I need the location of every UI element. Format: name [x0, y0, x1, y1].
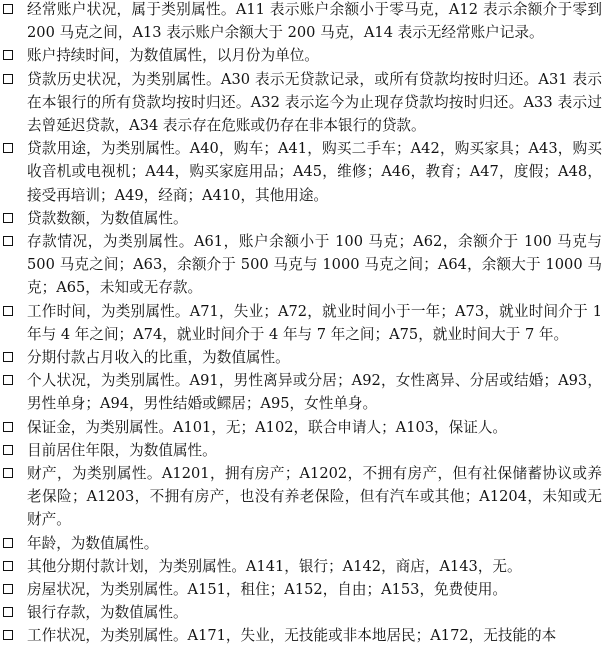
list-item: [0, 578, 606, 601]
checkbox-bullet-icon: [3, 422, 13, 432]
item-text: 账户持续时间，为数值属性，以月份为单位。: [27, 47, 319, 65]
item-text: 年龄，为数值属性。: [27, 534, 159, 552]
item-text: 其他分期付款计划，为类别属性。A141，银行；A142，商店，A143，无。: [27, 557, 522, 575]
item-text: 工作状况，为类别属性。A171，失业，无技能或非本地居民；A172，无技能的本: [27, 627, 557, 645]
list-item: [0, 207, 606, 230]
item-text: 银行存款，为数值属性。: [27, 604, 188, 622]
checkbox-bullet-icon: [3, 468, 13, 478]
list-item: [0, 230, 606, 300]
item-text: 工作时间，为类别属性。A71，失业；A72，就业时间小于一年；A73，就业时间介于 1 年与 4 年之间；A74，就业时间介于 4 年与 7 年之间；A75，就业时间大于 7 年。: [27, 302, 602, 343]
checkbox-bullet-icon: [3, 584, 13, 594]
list-item: [0, 300, 606, 346]
list-item: [0, 555, 606, 578]
checkbox-bullet-icon: [3, 445, 13, 455]
list-item: [0, 416, 606, 439]
checkbox-bullet-icon: [3, 50, 13, 60]
list-item: [0, 44, 606, 67]
list-item: [0, 624, 606, 647]
item-text: 经常账户状况，属于类别属性。A11 表示账户余额小于零马克，A12 表示余额介于零到 200 马克之间，A13 表示账户余额大于 200 马克，A14 表示无经常账户记录。: [27, 1, 602, 42]
checkbox-bullet-icon: [3, 607, 13, 617]
item-text: 贷款用途，为类别属性。A40，购车；A41，购买二手车；A42，购买家具；A43，购买收音机或电视机；A44，购买家庭用品；A45，维修；A46，教育；A47，度假；A48，接受再培训；A49，经商；A410，其他用途。: [27, 140, 602, 204]
checkbox-bullet-icon: [3, 352, 13, 362]
checkbox-bullet-icon: [3, 213, 13, 223]
checkbox-bullet-icon: [3, 236, 13, 246]
list-item: [0, 137, 606, 207]
checkbox-bullet-icon: [3, 143, 13, 153]
list-item: [0, 439, 606, 462]
list-item: [0, 462, 606, 532]
checkbox-bullet-icon: [3, 74, 13, 84]
list-item: [0, 346, 606, 369]
checkbox-bullet-icon: [3, 4, 13, 14]
item-text: 贷款历史状况，为类别属性。A30 表示无贷款记录，或所有贷款均按时归还。A31 表示在本银行的所有贷款均按时归还。A32 表示迄今为止现存贷款均按时归还。A33 表示过去曾延迟贷款，A34 表示存在危账或仍存在非本银行的贷款。: [27, 70, 602, 135]
item-text: 保证金，为类别属性。A101，无；A102，联合申请人；A103，保证人。: [27, 418, 508, 436]
item-text: 目前居住年限，为数值属性。: [27, 441, 217, 459]
item-text: 房屋状况，为类别属性。A151，租住；A152，自由；A153，免费使用。: [27, 581, 508, 599]
list-item: [0, 369, 606, 415]
list-item: [0, 601, 606, 624]
list-item: [0, 0, 606, 44]
item-text: 个人状况，为类别属性。A91，男性离异或分居；A92，女性离异、分居或结婚；A93，男性单身；A94，男性结婚或鳏居；A95，女性单身。: [27, 372, 602, 413]
checkbox-bullet-icon: [3, 375, 13, 385]
list-item: [0, 68, 606, 138]
checkbox-bullet-icon: [3, 630, 13, 640]
checkbox-bullet-icon: [3, 561, 13, 571]
item-text: 存款情况，为类别属性。A61，账户余额小于 100 马克；A62，余额介于 100 马克与 500 马克之间；A63，余额介于 500 马克与 1000 马克之间；A64，余额大于 1000 马克；A65，未知或无存款。: [27, 233, 602, 297]
item-text: 财产，为类别属性。A1201，拥有房产；A1202，不拥有房产，但有社保储蓄协议或养老保险；A1203，不拥有房产，也没有养老保险，但有汽车或其他；A1204，未知或无财产。: [27, 465, 602, 529]
item-text: 分期付款占月收入的比重，为数值属性。: [27, 349, 290, 367]
checkbox-bullet-icon: [3, 538, 13, 548]
list-item: [0, 532, 606, 555]
item-text: 贷款数额，为数值属性。: [27, 209, 188, 227]
checkbox-bullet-icon: [3, 306, 13, 316]
